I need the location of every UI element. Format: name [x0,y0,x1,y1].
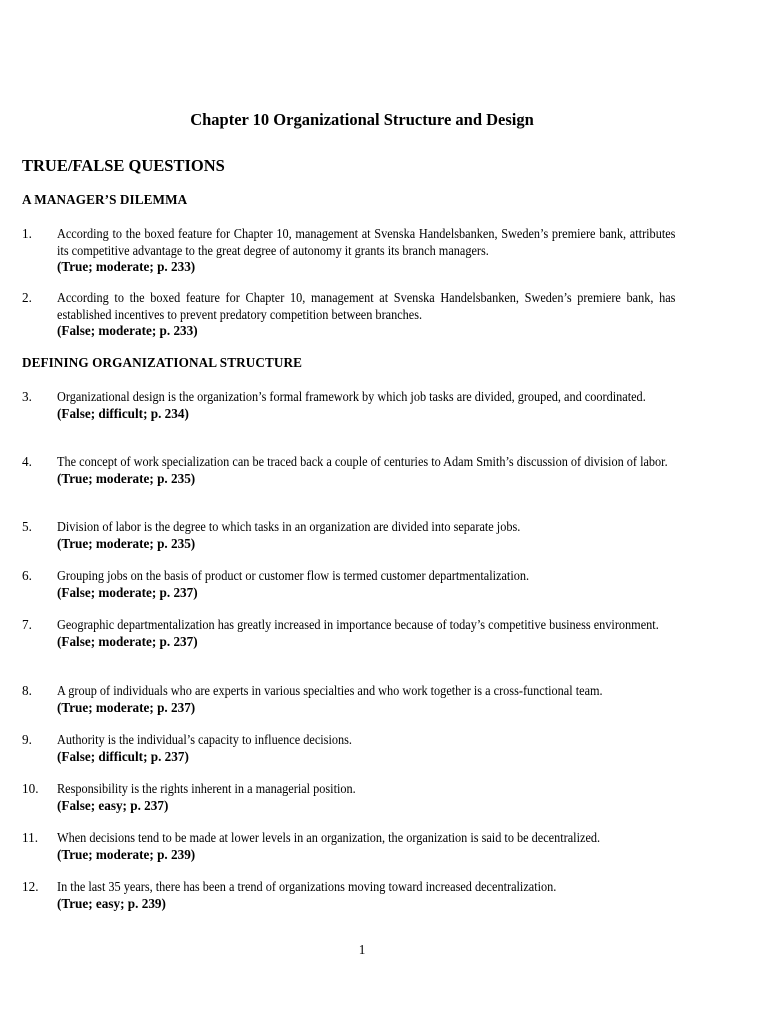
question-number: 9. [22,732,32,747]
question-number: 7. [22,617,32,632]
question-text: Responsibility is the rights inherent in a managerial position. [57,781,356,796]
question-text: Geographic departmentalization has greatly increased in importance because of today’s competitive business environment. [57,617,659,632]
question-number: 10. [22,781,39,796]
question-number: 2. [22,290,32,305]
question-text: According to the boxed feature for Chapter 10, management at Svenska Handelsbanken, Sweden’s premiere bank, attributes its competitive advantage to the great degree of autonomy it grants its branch managers. [57,226,676,258]
question-item [22,226,702,276]
question-item [22,830,702,863]
question-item [22,781,702,814]
question-text: The concept of work specialization can be traced back a couple of centuries to Adam Smith’s discussion of division of labor. [57,454,668,469]
chapter-title: Chapter 10 Organizational Structure and Design [190,110,534,129]
question-item [22,683,702,716]
question-answer: (False; easy; p. 237) [57,797,169,813]
question-text: According to the boxed feature for Chapter 10, management at Svenska Handelsbanken, Sweden’s premiere bank, has established incentives to prevent predatory competition between branches. [57,290,676,322]
question-text: Authority is the individual’s capacity to influence decisions. [57,732,352,747]
question-text: Organizational design is the organization’s formal framework by which job tasks are divided, grouped, and coordinated. [57,389,646,404]
question-text: Division of labor is the degree to which tasks in an organization are divided into separate jobs. [57,519,521,534]
question-answer: (True; moderate; p. 237) [57,699,196,715]
question-answer: (True; easy; p. 239) [57,895,166,911]
question-answer: (True; moderate; p. 235) [57,535,196,551]
question-number: 8. [22,683,32,698]
question-answer: (True; moderate; p. 233) [57,259,196,274]
section-title: TRUE/FALSE QUESTIONS [22,156,225,175]
question-number: 6. [22,568,32,583]
question-number: 12. [22,879,39,894]
question-item [22,454,702,487]
question-item [22,879,702,912]
question-number: 1. [22,226,32,241]
question-answer: (True; moderate; p. 239) [57,846,196,862]
question-number: 3. [22,389,32,404]
question-number: 5. [22,519,32,534]
question-answer: (False; difficult; p. 237) [57,748,189,764]
question-answer: (False; moderate; p. 237) [57,633,198,649]
question-text: Grouping jobs on the basis of product or customer flow is termed customer departmentalization. [57,568,530,583]
question-item [22,290,702,340]
question-number: 11. [22,830,38,845]
question-answer: (True; moderate; p. 235) [57,470,196,486]
question-text: A group of individuals who are experts in various specialties and who work together is a cross-functional team. [57,683,603,698]
subhead-defining-structure: DEFINING ORGANIZATIONAL STRUCTURE [22,355,303,370]
question-item [22,568,702,601]
question-item [22,732,702,765]
question-text: In the last 35 years, there has been a trend of organizations moving toward increased decentralization. [57,879,557,894]
question-answer: (False; moderate; p. 233) [57,323,198,338]
question-item [22,389,702,422]
question-item [22,519,702,552]
question-answer: (False; difficult; p. 234) [57,405,189,421]
question-text: When decisions tend to be made at lower levels in an organization, the organization is said to be decentralized. [57,830,601,845]
subhead-managers-dilemma: A MANAGER’S DILEMMA [22,192,188,207]
question-answer: (False; moderate; p. 237) [57,584,198,600]
page-number: 1 [358,942,366,957]
question-number: 4. [22,454,32,469]
question-item [22,617,702,650]
